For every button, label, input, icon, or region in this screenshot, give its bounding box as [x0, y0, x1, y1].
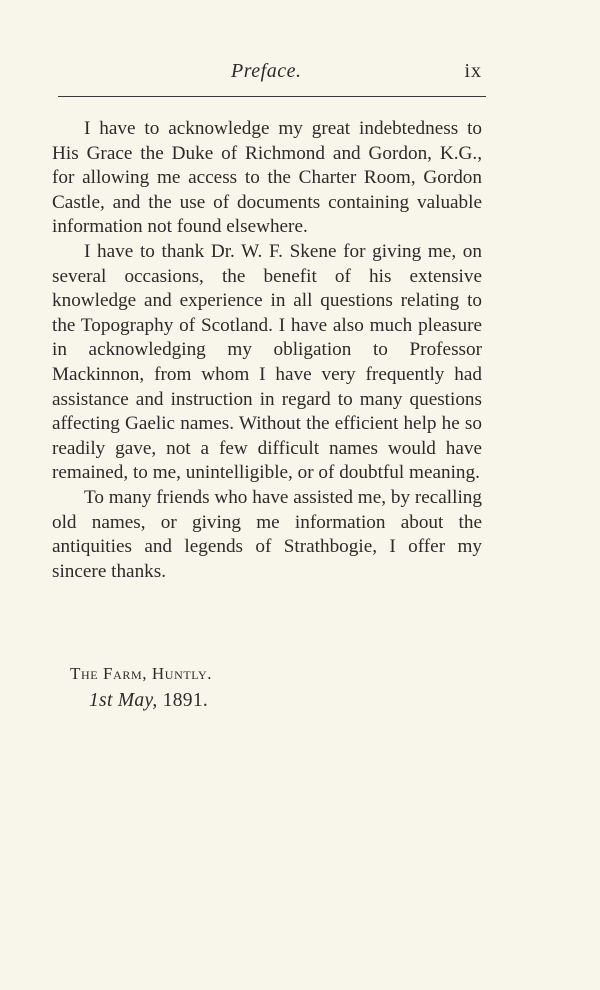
- paragraph-acknowledgement-skene: I have to thank Dr. W. F. Skene for giving me, on several occasions, the benefit of his extensive knowledge and experience in all questions relating to the Topography of Scotland. I have also much pleasure in acknowledging my obligation to Professor Mackinnon, from whom I have very frequently had assistance and instruction in regard to many questions affecting Gaelic names. Without the efficient help he so readily gave, not a few difficult names would have remained, to me, unintelligible, or of doubtful meaning.: [52, 240, 482, 484]
- paragraph-acknowledgement-friends: To many friends who have assisted me, by recalling old names, or giving me information about the antiquities and legends of Strathbogie, I offer my sincere thanks.: [52, 486, 482, 582]
- header-rule: [58, 96, 486, 97]
- running-title: Preface.: [231, 60, 302, 82]
- signoff-place: The Farm, Huntly.: [70, 664, 213, 683]
- date-day: 1st: [89, 690, 113, 711]
- paragraph-acknowledgement-duke: I have to acknowledge my great indebtedness to His Grace the Duke of Richmond and Gordon, K.G., for allowing me access to the Charter Room, Gordon Castle, and the use of documents containing valuable information not found elsewhere.: [52, 118, 482, 238]
- page-number: ix: [464, 60, 482, 82]
- preface-body: [52, 117, 482, 584]
- date-month: May,: [117, 690, 158, 711]
- date-year: 1891.: [162, 690, 209, 711]
- running-head: [60, 60, 486, 88]
- signoff-date: [89, 690, 208, 712]
